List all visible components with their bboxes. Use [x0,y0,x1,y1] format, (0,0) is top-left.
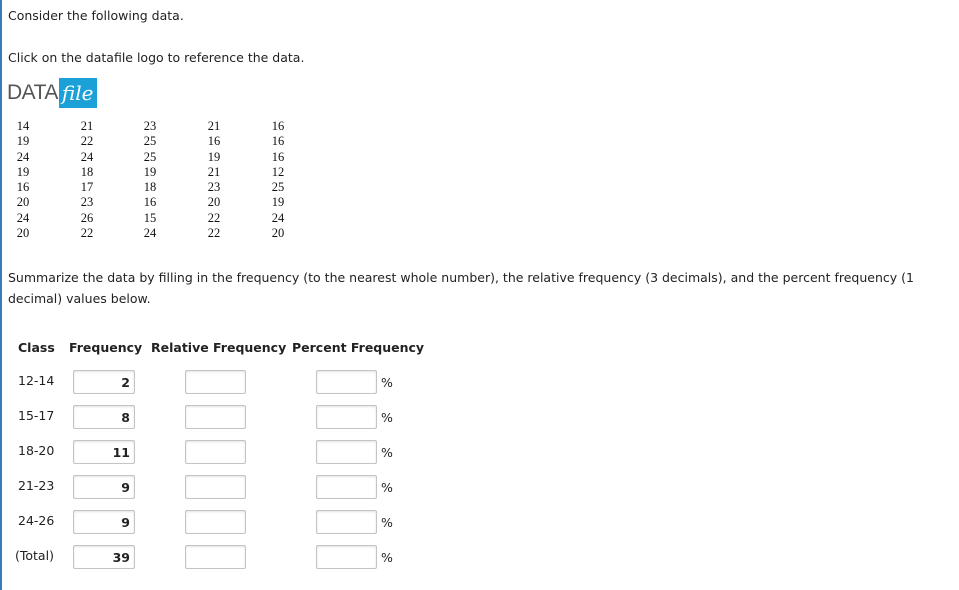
percent-sign: % [381,480,393,495]
raw-data-value: 16 [143,195,157,210]
raw-data-value: 19 [143,164,157,179]
frequency-input-18-20[interactable] [73,440,135,464]
raw-data-value: 24 [80,149,94,164]
raw-data-value: 18 [80,164,94,179]
percent-sign: % [381,550,393,565]
raw-data-value: 24 [271,210,285,225]
class-label-24-26: 24-26 [18,513,55,528]
percent-frequency-input-12-14[interactable] [316,370,377,394]
percent-frequency-input-24-26[interactable] [316,510,377,534]
raw-data-column-1 [8,119,38,241]
raw-data-value: 15 [143,210,157,225]
class-label-18-20: 18-20 [18,443,55,458]
percent-sign: % [381,445,393,460]
raw-data-value: 19 [271,195,285,210]
raw-data-value: 26 [80,210,94,225]
relative-frequency-input-18-20[interactable] [185,440,246,464]
frequency-input-total[interactable] [73,545,135,569]
raw-data-value: 12 [271,164,285,179]
raw-data-value: 23 [207,180,221,195]
frequency-input-12-14[interactable] [73,370,135,394]
relative-frequency-input-15-17[interactable] [185,405,246,429]
raw-data-value: 22 [80,226,94,241]
left-border [0,0,2,590]
header-percent-frequency: Percent Frequency [292,340,425,355]
percent-sign: % [381,515,393,530]
datafile-instruction: Click on the datafile logo to reference the data. [8,50,305,65]
raw-data-value: 24 [143,226,157,241]
raw-data-value: 25 [143,149,157,164]
raw-data-value: 18 [143,180,157,195]
raw-data-value: 24 [16,149,30,164]
raw-data-value: 14 [16,119,30,133]
raw-data-value: 16 [207,134,221,149]
relative-frequency-input-21-23[interactable] [185,475,246,499]
header-relative-frequency: Relative Frequency [151,340,287,355]
raw-data-value: 22 [80,134,94,149]
raw-data-value: 21 [80,119,94,133]
raw-data-value: 20 [16,226,30,241]
raw-data-value: 21 [207,164,221,179]
raw-data-value: 22 [207,210,221,225]
raw-data-value: 17 [80,180,94,195]
raw-data-value: 21 [207,119,221,133]
datafile-logo[interactable] [7,78,97,108]
percent-frequency-input-18-20[interactable] [316,440,377,464]
percent-frequency-input-15-17[interactable] [316,405,377,429]
class-label-21-23: 21-23 [18,478,55,493]
raw-data-value: 19 [207,149,221,164]
intro-text: Consider the following data. [8,8,184,23]
percent-frequency-input-21-23[interactable] [316,475,377,499]
header-class: Class [18,340,55,355]
header-frequency: Frequency [69,340,143,355]
raw-data-value: 19 [16,134,30,149]
raw-data-value: 24 [16,210,30,225]
class-label-total: (Total) [15,548,54,563]
datafile-logo-word: DATA [7,81,58,104]
raw-data-value: 20 [207,195,221,210]
raw-data-column-5 [263,119,293,241]
relative-frequency-input-total[interactable] [185,545,246,569]
raw-data-value: 25 [143,134,157,149]
raw-data-column-3 [135,119,165,241]
raw-data-value: 16 [16,180,30,195]
raw-data-value: 19 [16,164,30,179]
raw-data-value: 20 [16,195,30,210]
datafile-logo-file: file [59,78,98,108]
relative-frequency-input-12-14[interactable] [185,370,246,394]
raw-data-value: 23 [80,195,94,210]
percent-sign: % [381,410,393,425]
raw-data-value: 20 [271,226,285,241]
frequency-input-24-26[interactable] [73,510,135,534]
class-label-12-14: 12-14 [18,373,55,388]
percent-frequency-input-total[interactable] [316,545,377,569]
raw-data-value: 16 [271,149,285,164]
relative-frequency-input-24-26[interactable] [185,510,246,534]
raw-data-value: 23 [143,119,157,133]
class-label-15-17: 15-17 [18,408,55,423]
frequency-input-15-17[interactable] [73,405,135,429]
frequency-input-21-23[interactable] [73,475,135,499]
raw-data-value: 25 [271,180,285,195]
percent-sign: % [381,375,393,390]
raw-data-value: 22 [207,226,221,241]
instructions-text: Summarize the data by filling in the frequency (to the nearest whole number), the relative frequency (3 decimals), and the percent frequency (1 decimal) values below. [8,270,914,306]
raw-data-column-4 [199,119,229,241]
raw-data-column-2 [72,119,102,241]
raw-data-value: 16 [271,134,285,149]
raw-data-value: 16 [271,119,285,133]
